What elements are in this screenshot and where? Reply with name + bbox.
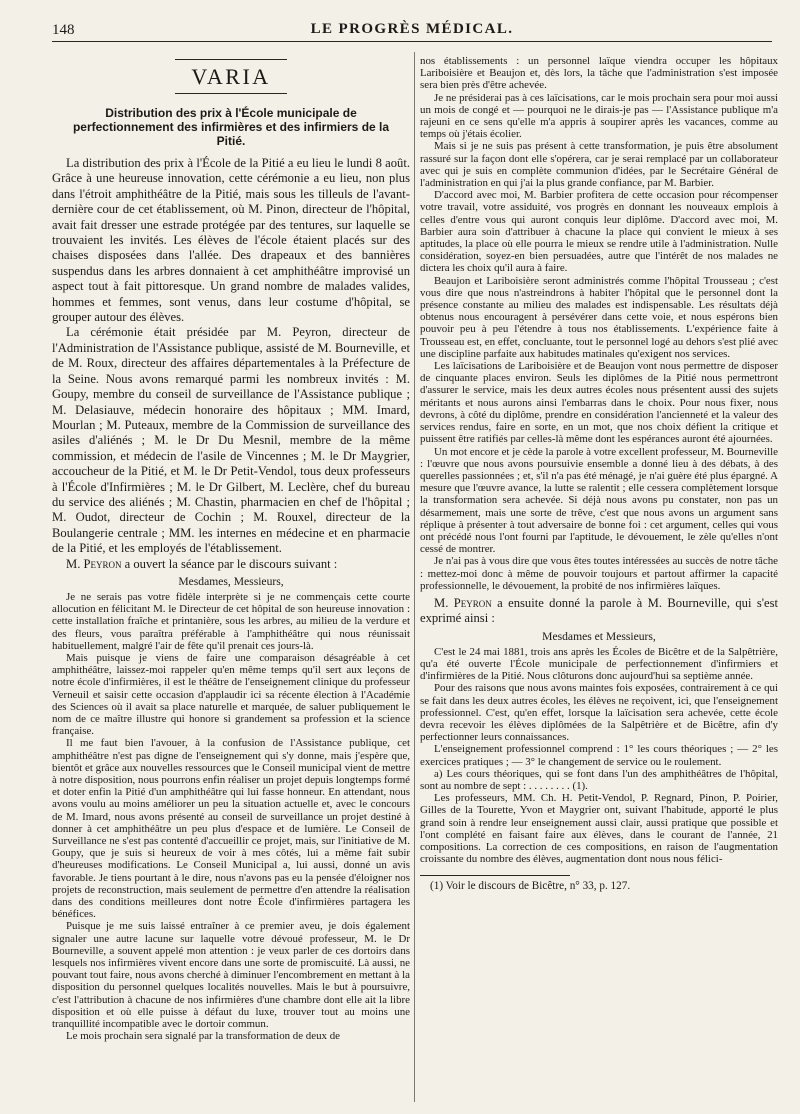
speech-paragraph: C'est le 24 mai 1881, trois ans après les Écoles de Bicêtre et de la Salpêtrière, qu'a été ouverte l'École municipale de perfectionnement d'infirmiers et d'infirmières de la Pitié. Nous clôturons donc aujourd'hui sa septième année. xyxy=(420,645,778,683)
speech-paragraph: Beaujon et Lariboisière seront administrés comme l'hôpital Trousseau ; c'est vous dire que nous n'astreindrons à habiter l'hôpital que le personnel dont la présence constante au milieu des malades est indispensable. Les résultats déjà obtenus nous encouragent à persévérer dans cette voie, et nous espérons bien pouvoir peu à peu l'étendre à tous nos établissements. L'expérience faite à Trousseau est, en effet, concluante, tout le personnel logé au dehors s'est plié avec une discipline parfaite aux habitudes matinales qu'exigent nos services. xyxy=(420,274,778,360)
speech-paragraph: Mais si je ne suis pas présent à cette transformation, je puis être absolument rassuré sur la façon dont elle s'opérera, car je serai remplacé par un collaborateur avec qui je suis en complète communion d'idées, par le Secrétaire Général de l'administration en qui j'ai la plus grande confiance, par M. Barbier. xyxy=(420,140,778,190)
speaker-intro-text: a ouvert la séance par le discours suivant : xyxy=(121,556,338,571)
section-heading: VARIA xyxy=(191,64,271,89)
speech-paragraph: D'accord avec moi, M. Barbier profitera de cette occasion pour récompenser votre travail, votre assiduité, vos progrès en donnant les nouveaux emplois à celles d'entre vous qui auront conquis leur diplôme. D'accord avec moi, M. Barbier aura soin d'attribuer à chacune la place qui convient le mieux à ses aptitudes, la place où elle pourra le mieux se rendre utile à l'administration. Nulle considération, soyez-en bien persuadées, autre que l'intérêt de nos malades ne dictera les choix qu'il aura à faire. xyxy=(420,189,778,275)
speech-paragraph: Le mois prochain sera signalé par la transformation de deux de xyxy=(66,1030,340,1043)
column-divider xyxy=(414,52,415,1102)
page-number: 148 xyxy=(52,22,75,38)
speech-paragraph: Je n'ai pas à vous dire que vous êtes toutes intéressées au succès de notre tâche : mettez-moi donc à même de pouvoir toujours et partout affirmer la capacité professionnelle, le dévouement, la probité de nos infirmières laïques. xyxy=(420,555,778,592)
speaker-name: M. Peyron xyxy=(66,556,122,571)
speech-paragraph: Les laïcisations de Lariboisière et de Beaujon vont nous permettre de disposer de cinquante places environ. Seuls les diplômes de la Pitié nous permettront d'assurer le service, mais les deux autres écoles nous présentent aussi des sujets méritants et nous aurons ainsi l'embarras dans le choix. Pour nous fixer, nous devrons, à côté du diplôme, prendre en considération l'ancienneté et la valeur des services rendus, faire en sorte, en un mot, que nos choix défient la critique et puissent être ratifiés par celles-là même dont les espérances auront été ajournées. xyxy=(420,360,778,446)
speech-paragraph: Il me faut bien l'avouer, à la confusion de l'Assistance publique, cet amphithéâtre n'est pas digne de l'enseignement qui s'y donne, mais j'espère que, bientôt et grâce aux nouvelles ressources que le Conseil municipal vient de mettre à notre disposition, nous pourrons enfin réaliser un projet depuis longtemps formé et doter enfin la Pitié d'un amphithéâtre qui lui fasse honneur. En attendant, nous avons voulu au moins améliorer un peu la situation actuelle et, avec le concours de M. Imard, nous avons présenté au conseil de surveillance un projet destiné à donner à cet amphithéâtre un peu plus d'espace et de lumière. Le Conseil de Surveillance ne s'est pas contenté d'accueillir ce projet, mais, sur l'initiative de M. Goupy, que je suis si heureux de voir à mes côtés, lui a même fait subir d'heureuses modifications. Le Conseil Municipal a, lui aussi, donné un avis favorable. Je tiens pourtant à le dire, nous n'avons pas eu la pensée d'éloigner nos projets de reconstruction, mais seulement de permettre d'en attendre la réalisation dans des conditions meilleures dont notre École d'infirmières partagera les bénéfices. xyxy=(52,737,410,921)
speech-paragraph: a) Les cours théoriques, qui se font dans l'un des amphithéâtres de l'hôpital, sont au nombre de sept : . . . . . . . . (1). xyxy=(420,767,778,792)
page-header xyxy=(52,20,772,42)
speech-paragraph: Puisque je me suis laissé entraîner à ce premier aveu, je dois également signaler une autre lacune sur laquelle votre dévoué professeur, M. le Dr Bourneville, a souvent appelé mon attention : je veux parler de ces dortoirs dans lesquels nos infirmières vivent encore dans une sorte de promiscuité. Là aussi, ne pouvant tout faire, nous avons cherché à diminuer l'encombrement en mettant à la disposition du personnel quelques localités nouvelles. Mais le but à poursuivre, c'est l'attribution à chacune de nos infirmières d'une chambre dont elle ait la libre disposition et où elle puisse à défaut du luxe, trouver tout au moins une tranquillité incompatible avec le dortoir commun. xyxy=(52,920,410,1031)
journal-title: LE PROGRÈS MÉDICAL. xyxy=(310,21,514,37)
paragraph: La cérémonie était présidée par M. Peyron, directeur de l'Administration de l'Assistance publique, assisté de M. Bourneville, et de M. Roux, directeur des affaires départementales à la Préfecture de la Seine. Nous avons remarqué parmi les nombreux invités : M. Goupy, membre du conseil de surveillance de l'Assistance publique ; M. Delasiauve, médecin honoraire des hôpitaux ; MM. Imard, Mourlan ; M. Puteaux, membre de la Commission de surveillance des asiles d'aliénés ; M. le Dr Du Mesnil, membre de la même commission, et médecin de l'asile de Vincennes ; M. le Dr Maygrier, accoucheur de la Pitié, et M. le Dr Petit-Vendol, tous deux professeurs à l'École d'Infirmières ; M. le Dr Gilbert, M. Leclère, chef du bureau du service des aliénés ; M. Chastin, pharmacien en chef de l'hôpital ; M. Oudot, directeur de Cochin ; M. Rouxel, directeur de la Boulangerie centrale ; MM. les internes en médecine et en pharmacie de la Pitié, et les employés de l'établissement. xyxy=(52,325,410,556)
speech-paragraph: Je ne présiderai pas à ces laïcisations, car le mois prochain sera pour moi aussi un mois de congé et — pourquoi ne le dirais-je pas — l'Assistance publique m'a rajeuni en ce sens qu'elle m'a appris à soupirer après les vacances, comme au temps où j'étais écolier. xyxy=(420,91,778,141)
left-column xyxy=(52,55,410,1096)
speech-paragraph: L'enseignement professionnel comprend : 1° les cours théoriques ; — 2° les exercices pratiques ; — 3° le changement de service ou le roulement. xyxy=(420,743,778,768)
speech-paragraph: Pour des raisons que nous avons maintes fois exposées, contrairement à ce qui se fait dans les deux autres écoles, les élèves ne reçoivent, ici, que l'enseignement professionnel. C'est, qu'en effet, lorsque la laïcisation sera achevée, cette école devra recevoir les élèves diplômées de la Salpêtrière et de Bicêtre, afin d'y perfectionner leurs connaissances. xyxy=(420,682,778,744)
speech-paragraph: Je ne serais pas votre fidèle interprète si je ne commençais cette courte allocution en félicitant M. le Directeur de cet hôpital de son heureuse innovation : cette installation fraîche et printanière, sous les arbres, au milieu de la verdure et des fleurs, vous paraîtra préférable à l'amphithéâtre qui nous réunissait habituellement, malgré l'air de fête qu'il prenait ces jours-là. xyxy=(52,590,410,652)
article-headline: Distribution des prix à l'École municipale de perfectionnement des infirmières et des infirmiers de la Pitié. xyxy=(72,106,390,148)
speech-paragraph: Mais puisque je viens de faire une comparaison désagréable à cet amphithéâtre, laissez-moi rappeler qu'en même temps qu'il sert aux leçons de notre école d'infirmières, il est le théâtre de l'enseignement clinique du professeur Verneuil et saisir cette occasion d'applaudir ici sa récente élection à l'Académie des Sciences où il avait sa place naturelle et marquée, de saluer publiquement le nom de ce maître illustre qui honore si grandement sa profession et la science française. xyxy=(52,651,410,738)
paragraph-speaker-intro xyxy=(420,596,778,627)
speech-paragraph: nos établissements : un personnel laïque viendra occuper les hôpitaux Lariboisière et Beaujon et, dès lors, la tâche que l'administration s'est imposée sera bien près d'être achevée. xyxy=(420,55,778,92)
footnote: (1) Voir le discours de Bicêtre, n° 33, p. 127. xyxy=(430,880,631,893)
speaker-intro-text: a ensuite donné la parole à M. Bourneville, qui s'est exprimé ainsi : xyxy=(420,595,778,626)
salutation: Mesdames, Messieurs, xyxy=(178,574,284,588)
salutation: Mesdames et Messieurs, xyxy=(542,629,656,643)
speech-paragraph: Un mot encore et je cède la parole à votre excellent professeur, M. Bourneville : l'œuvre que nous avons poursuivie ensemble a donné lieu à des débats, à des querelles passionnées ; et, s'il n'a pas été ménagé, je n'ai guère été plus épargné. A mesure que l'œuvre avance, la lutte se ralentit ; elle cessera complètement lorsque la transformation sera achevée. Si déjà nous avons pu constater, non pas un désarmement, mais une sorte de trêve, c'est que nous avons un argument sans réplique à présenter à tout adversaire de bonne foi : cet argument, celles qui vous ont précédé nous l'ont fourni par l'aptitude, le dévouement, le zèle qu'elles n'ont cessé de montrer. xyxy=(420,445,778,556)
paragraph-speaker-intro xyxy=(52,557,410,572)
footnote-rule xyxy=(420,875,570,876)
speaker-name: M. Peyron xyxy=(434,595,492,610)
right-column xyxy=(420,55,778,1096)
paragraph: La distribution des prix à l'École de la Pitié a eu lieu le lundi 8 août. Grâce à une heureuse innovation, cette cérémonie a eu lieu, non plus dans l'étroit amphithéâtre de la Pitié, mais sous les tilleuls de l'avant-dernière cour de cet établissement, où M. Pinon, directeur de l'hôpital, avait fait dresser une estrade protégée par des tentures, sur laquelle se trouvaient les invités. Les élèves de l'école étaient placés sur des chaises disposées dans l'allée. Des drapeaux et des bannières suspendus dans les arbres donnaient à cet amphithéâtre improvisé un aspect tout à fait pittoresque. Un grand nombre de malades valides, hommes et femmes, sont venus, dans leur costume d'hôpital, se grouper autour des élèves. xyxy=(52,156,410,325)
speech-paragraph: Les professeurs, MM. Ch. H. Petit-Vendol, P. Regnard, Pinon, P. Poirier, Gilles de la Tourette, Yvon et Maygrier ont, suivant l'habitude, apporté le plus grand soin à rendre leur enseignement aussi clair, aussi pratique que possible et l'ont complété en faisant faire aux élèves, dans le courant de l'année, 21 compositions. La correction de ces compositions, en raison de l'augmentation croissante du nombre des élèves, augmentation dont nous nous félici- xyxy=(420,792,778,866)
section-heading-box xyxy=(175,59,287,94)
